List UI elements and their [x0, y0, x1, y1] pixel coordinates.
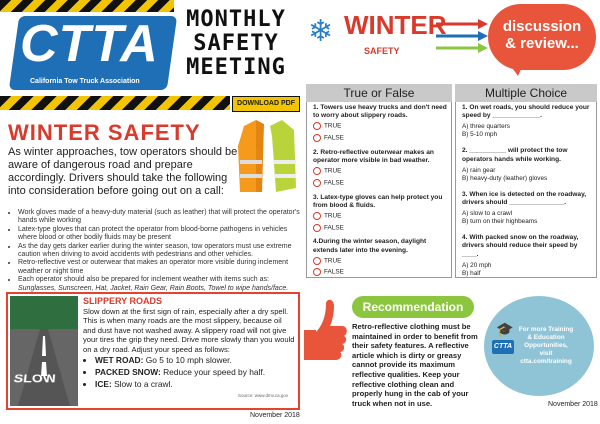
page-title: MONTHLY SAFETY MEETING	[186, 7, 286, 80]
caution-stripe-top	[0, 0, 174, 12]
thumbs-up-icon	[300, 296, 348, 362]
mc-question: 4. With packed snow on the roadway, drivers should reduce their speed by ____. A) 20 mph B) half	[462, 234, 579, 277]
arrow-head	[478, 31, 488, 41]
list-item: • As the day gets darker earlier during the winter season, tow operators must use extreme caution when driving to avoid accidents with pedestrians and other vehicles.	[18, 243, 300, 260]
true-false-header: True or False	[306, 84, 452, 102]
discussion-bubble: discussion & review...	[488, 4, 596, 70]
answer-radio[interactable]	[313, 167, 321, 175]
download-pdf-button[interactable]: DOWNLOAD PDF	[232, 96, 300, 112]
snowflake-icon: ❄	[308, 14, 334, 49]
recommendation-body: Retro-reflective clothing must be maintained in order to benefit from their safety features. A reflective article which is dirty or greasy cannot provide its maximum reflective qualities. Keep your reflective clothing clean and properly hung in the cab of your truck when not in use.	[352, 322, 478, 408]
slippery-roads-body: Slow down at the first sign of rain, especially after a dry spell. This is when many roads are the most slippery, because oil and dust have not washed away. A slippery road will not give your tires the grip they need. Drive more slowly than you would on a dry road. Adjust your speed as follows:	[83, 307, 295, 354]
winter-heading: WINTER	[344, 10, 447, 40]
source-credit: Source: www.dmv.ca.gov	[238, 393, 289, 398]
items-list: Sunglasses, Sunscreen, Hat, Jacket, Rain Gear, Rain Boots, Towel to wipe hands/face.	[18, 284, 289, 292]
list-item: • ICE: Slow to a crawl.	[95, 378, 295, 390]
safety-bullet-list	[8, 209, 300, 293]
bubble-tail	[508, 62, 524, 76]
answer-radio[interactable]	[313, 257, 321, 265]
multiple-choice-header: Multiple Choice	[455, 84, 597, 102]
ctta-small-logo: CTTA	[492, 340, 514, 354]
list-item: • Each operator should also be prepared for inclement weather with items such as: Sunglasses, Sunscreen, Hat, Jacket, Rain Gear, Rain Boots, Towel to wipe hands/face.	[18, 276, 300, 293]
tf-question: 2. Retro-reflective outerwear makes an operator more visible in bad weather. TRUE FALSE	[313, 148, 434, 187]
multiple-choice-panel	[455, 102, 597, 278]
mc-question: 2. __________ will protect the tow operators hands while working. A) rain gear B) heavy-duty (leather) gloves	[462, 147, 568, 182]
answer-radio[interactable]	[313, 179, 321, 187]
mc-question: 1. On wet roads, you should reduce your speed by _____________. A) three quarters B) 5-10 mph	[462, 104, 590, 139]
training-text[interactable]: For more Training & Education Opportunities, visit ctta.com/training	[500, 326, 592, 366]
answer-radio[interactable]	[313, 134, 321, 142]
slippery-roads-title: SLIPPERY ROADS	[83, 296, 163, 306]
mc-question: 3. When ice is detected on the roadway, drivers should _______________. A) slow to a crawl B) turn on their highbeams	[462, 190, 587, 226]
tf-question: 4.During the winter season, daylight extends later into the evening. TRUE FALSE	[313, 238, 427, 277]
list-item: • Retro-reflective vest or outerwear that makes an operator more visible during inclement weather or night time	[18, 259, 300, 276]
caution-stripe-side	[0, 96, 230, 110]
recommendation-heading: Recommendation	[352, 296, 474, 318]
ctta-logo-subtitle: California Tow Truck Association	[30, 78, 140, 85]
list-item: • Latex-type gloves that can protect the operator from blood-borne pathogens in vehicles where blood or other bodily fluids may be present	[18, 226, 300, 243]
training-link[interactable]: ctta.com/training	[520, 358, 572, 365]
answer-radio[interactable]	[313, 224, 321, 232]
list-item: • PACKED SNOW: Reduce your speed by half.	[95, 366, 295, 378]
answer-radio[interactable]	[313, 122, 321, 130]
date-right: November 2018	[548, 401, 598, 408]
answer-radio[interactable]	[313, 268, 321, 276]
arrows-icon	[434, 16, 490, 56]
list-item: • Work gloves made of a heavy-duty material (such as leather) that will protect the operator's hands while working	[18, 209, 300, 226]
tf-question: 3. Latex-type gloves can help protect you from blood & fluids. TRUE FALSE	[313, 193, 443, 232]
ctta-logo: CTTA	[20, 15, 159, 73]
article-title: WINTER SAFETY	[8, 120, 201, 145]
true-false-panel	[306, 102, 452, 278]
road-photo	[10, 296, 78, 406]
tf-question: 1. Towers use heavy trucks and don't need to worry about slippery roads. TRUE FALSE	[313, 104, 447, 142]
arrow-head	[478, 19, 488, 29]
arrow-head	[478, 43, 488, 53]
road-marking-text: SLOW	[12, 371, 58, 386]
safety-jacket-icon	[236, 116, 298, 196]
graduation-cap-icon: 🎓	[496, 322, 514, 338]
safety-subheading: SAFETY	[364, 46, 400, 56]
speed-adjust-list	[83, 354, 295, 390]
list-item: • WET ROAD: Go 5 to 10 mph slower.	[95, 354, 295, 366]
answer-radio[interactable]	[313, 212, 321, 220]
article-intro: As winter approaches, tow operators should be aware of dangerous road and prepare accordingly. Drivers should take the following into consideration before going out on a call:	[8, 146, 238, 197]
date-left: November 2018	[250, 412, 300, 419]
